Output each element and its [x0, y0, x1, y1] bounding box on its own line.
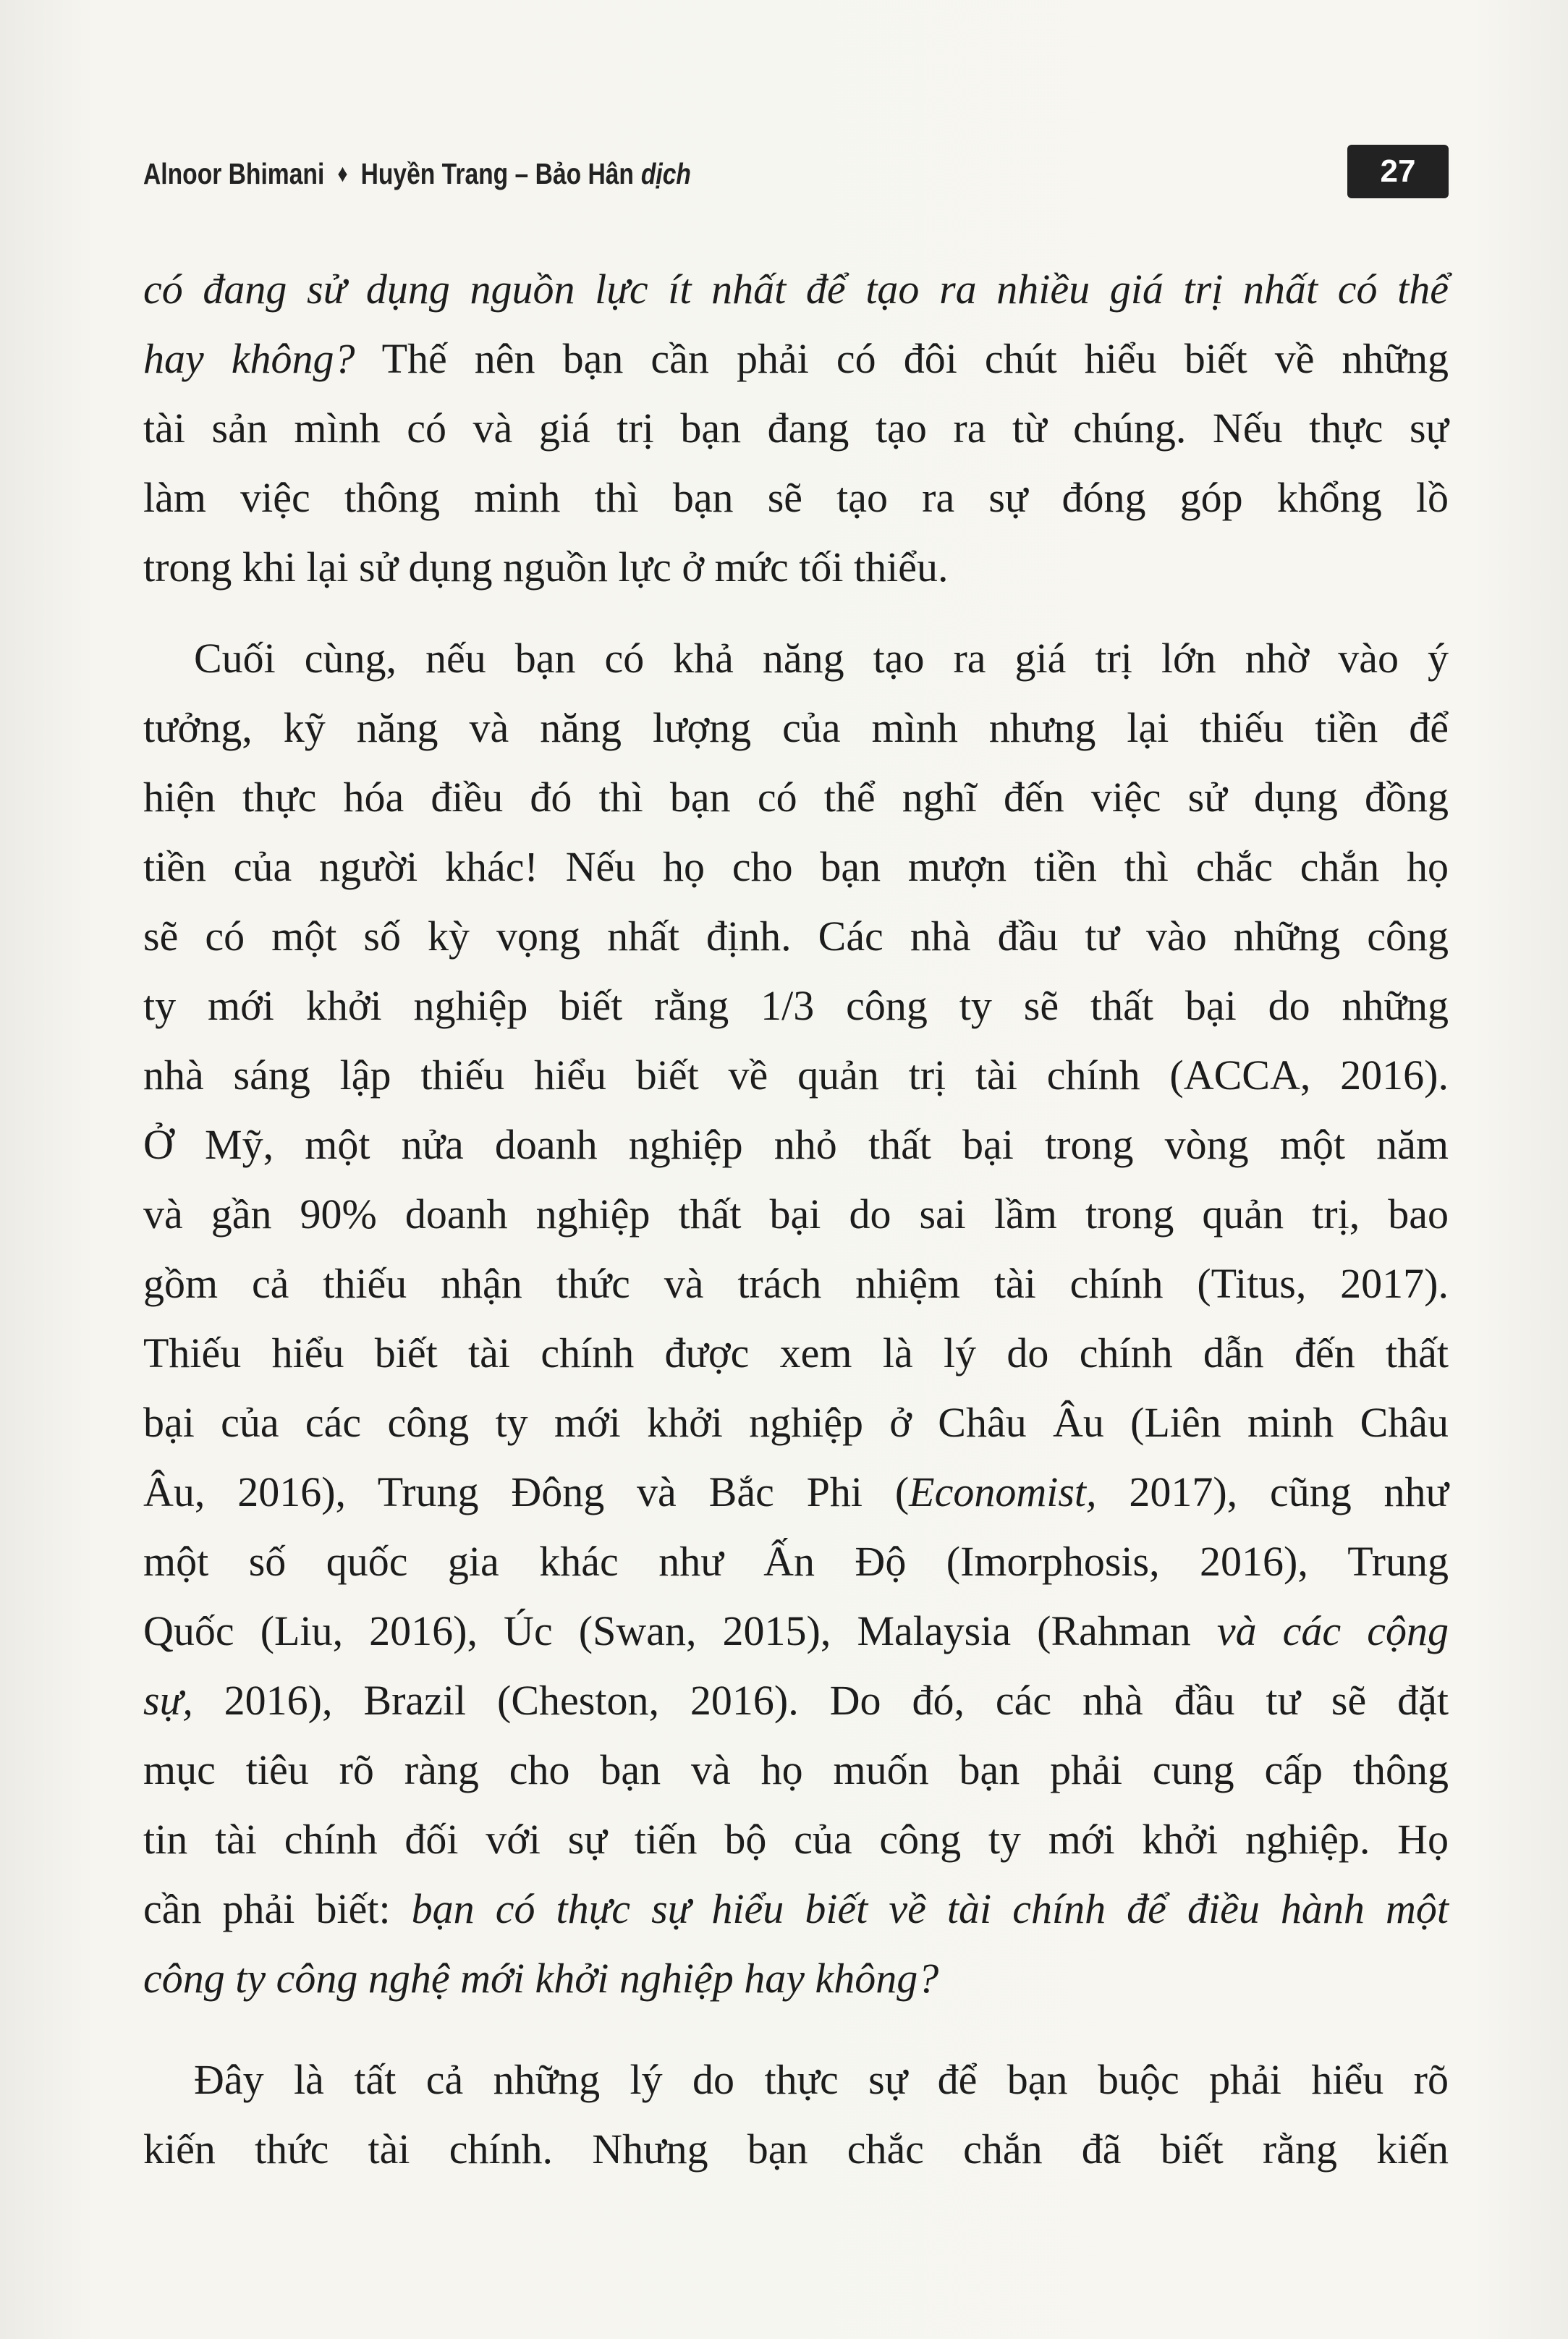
text-line: Cuối cùng, nếu bạn có khả năng tạo ra giá trị lớn nhờ vào ý [194, 635, 1449, 682]
text-line: cần phải biết: bạn có thực sự hiểu biết về tài chính để điều hành một [143, 1885, 1449, 1932]
text-line: hay không? Thế nên bạn cần phải có đôi chút hiểu biết về những [143, 335, 1449, 382]
running-head [143, 148, 691, 199]
text-line: Ở Mỹ, một nửa doanh nghiệp nhỏ thất bại trong vòng một năm [143, 1121, 1449, 1168]
text-line: Đây là tất cả những lý do thực sự để bạn buộc phải hiểu rõ [194, 2056, 1449, 2103]
page-number: 27 [1347, 145, 1449, 198]
text-line: tài sản mình có và giá trị bạn đang tạo ra từ chúng. Nếu thực sự [143, 405, 1449, 452]
text-line: một số quốc gia khác như Ấn Độ (Imorphosis, 2016), Trung [143, 1538, 1449, 1585]
text-line: Quốc (Liu, 2016), Úc (Swan, 2015), Malaysia (Rahman và các cộng [143, 1607, 1449, 1654]
text-line: trong khi lại sử dụng nguồn lực ở mức tối thiểu. [143, 543, 949, 591]
diamond-separator-icon: ♦ [337, 159, 348, 187]
paragraph-3 [143, 2045, 1449, 2184]
text-line: làm việc thông minh thì bạn sẽ tạo ra sự đóng góp khổng lồ [143, 474, 1449, 521]
text-line: có đang sử dụng nguồn lực ít nhất để tạo ra nhiều giá trị nhất có thể [143, 266, 1449, 313]
text-line: kiến thức tài chính. Nhưng bạn chắc chắn đã biết rằng kiến [143, 2126, 1449, 2173]
text-line: gồm cả thiếu nhận thức và trách nhiệm tài chính (Titus, 2017). [143, 1260, 1449, 1307]
text-line: Thiếu hiểu biết tài chính được xem là lý do chính dẫn đến thất [143, 1329, 1449, 1376]
text-line: nhà sáng lập thiếu hiểu biết về quản trị tài chính (ACCA, 2016). [143, 1052, 1449, 1099]
text-line: bại của các công ty mới khởi nghiệp ở Châu Âu (Liên minh Châu [143, 1399, 1449, 1446]
text-line: hiện thực hóa điều đó thì bạn có thể nghĩ đến việc sử dụng đồng [143, 774, 1449, 821]
text-line: ty mới khởi nghiệp biết rằng 1/3 công ty sẽ thất bại do những [143, 982, 1449, 1029]
text-line: tưởng, kỹ năng và năng lượng của mình nhưng lại thiếu tiền để [143, 704, 1449, 751]
text-line: tin tài chính đối với sự tiến bộ của công ty mới khởi nghiệp. Họ [143, 1816, 1449, 1863]
text-line: Âu, 2016), Trung Đông và Bắc Phi (Economist, 2017), cũng như [143, 1468, 1449, 1515]
text-line: công ty công nghệ mới khởi nghiệp hay không? [143, 1955, 939, 2002]
translator-role: dịch [640, 156, 691, 190]
translator-names: Huyền Trang – Bảo Hân [360, 156, 634, 190]
text-line: mục tiêu rõ ràng cho bạn và họ muốn bạn phải cung cấp thông [143, 1746, 1449, 1793]
text-line: sự, 2016), Brazil (Cheston, 2016). Do đó, các nhà đầu tư sẽ đặt [143, 1677, 1449, 1724]
text-line: và gần 90% doanh nghiệp thất bại do sai lầm trong quản trị, bao [143, 1190, 1449, 1238]
text-line: tiền của người khác! Nếu họ cho bạn mượn tiền thì chắc chắn họ [143, 843, 1449, 890]
paragraph-1 [143, 255, 1449, 602]
paragraph-2 [143, 624, 1449, 2013]
text-line: sẽ có một số kỳ vọng nhất định. Các nhà đầu tư vào những công [143, 913, 1449, 960]
author-name: Alnoor Bhimani [143, 156, 325, 190]
